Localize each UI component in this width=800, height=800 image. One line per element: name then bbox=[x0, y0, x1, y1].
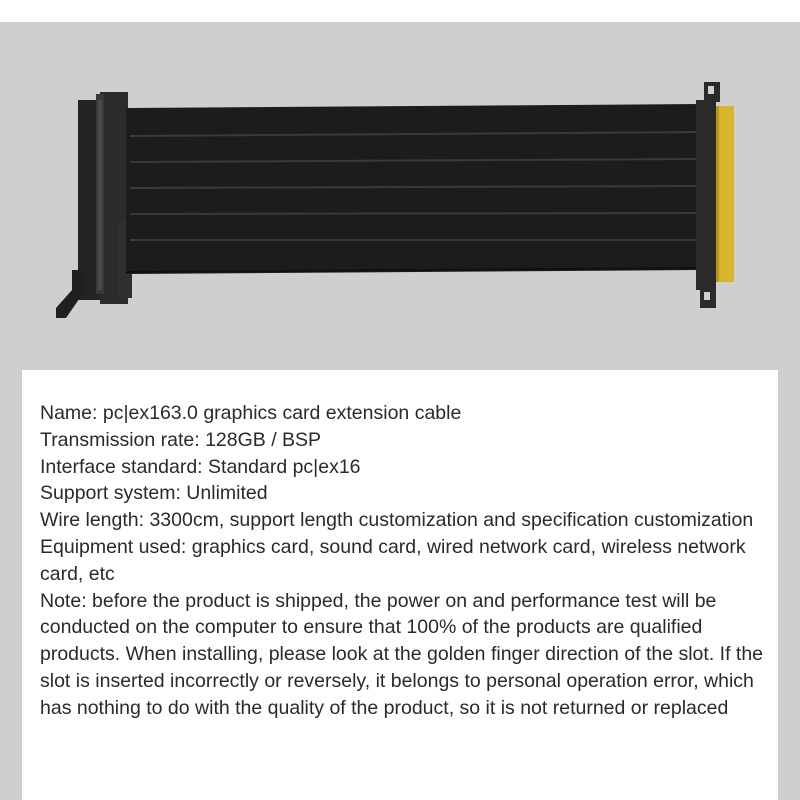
slot-connector-icon bbox=[56, 92, 132, 318]
spec-text: Name: pc|ex163.0 graphics card extension cable Transmission rate: 128GB / BSP Interface standard: Standard pc|ex16 Support system: Unlimited Wire length: 3300cm, support length customization and specification customization Equipment used: graphics card, sound card, wired network card, wireless network card, etc Note: before the product is shipped, the power on and performance test will be conducted on the computer to ensure that 100% of the products are qualified products. When installing, please look at the golden finger direction of the slot. If the slot is inserted incorrectly or reversely, it belongs to personal operation error, which has nothing to do with the quality of the product, so it is not returned or replaced bbox=[40, 402, 764, 719]
card-edge-connector-icon bbox=[696, 82, 734, 308]
top-band bbox=[0, 0, 800, 22]
ribbon-cable-icon bbox=[126, 104, 700, 274]
pcie-riser-cable-icon bbox=[0, 22, 800, 370]
product-image bbox=[0, 22, 800, 370]
spec-panel bbox=[22, 370, 778, 800]
